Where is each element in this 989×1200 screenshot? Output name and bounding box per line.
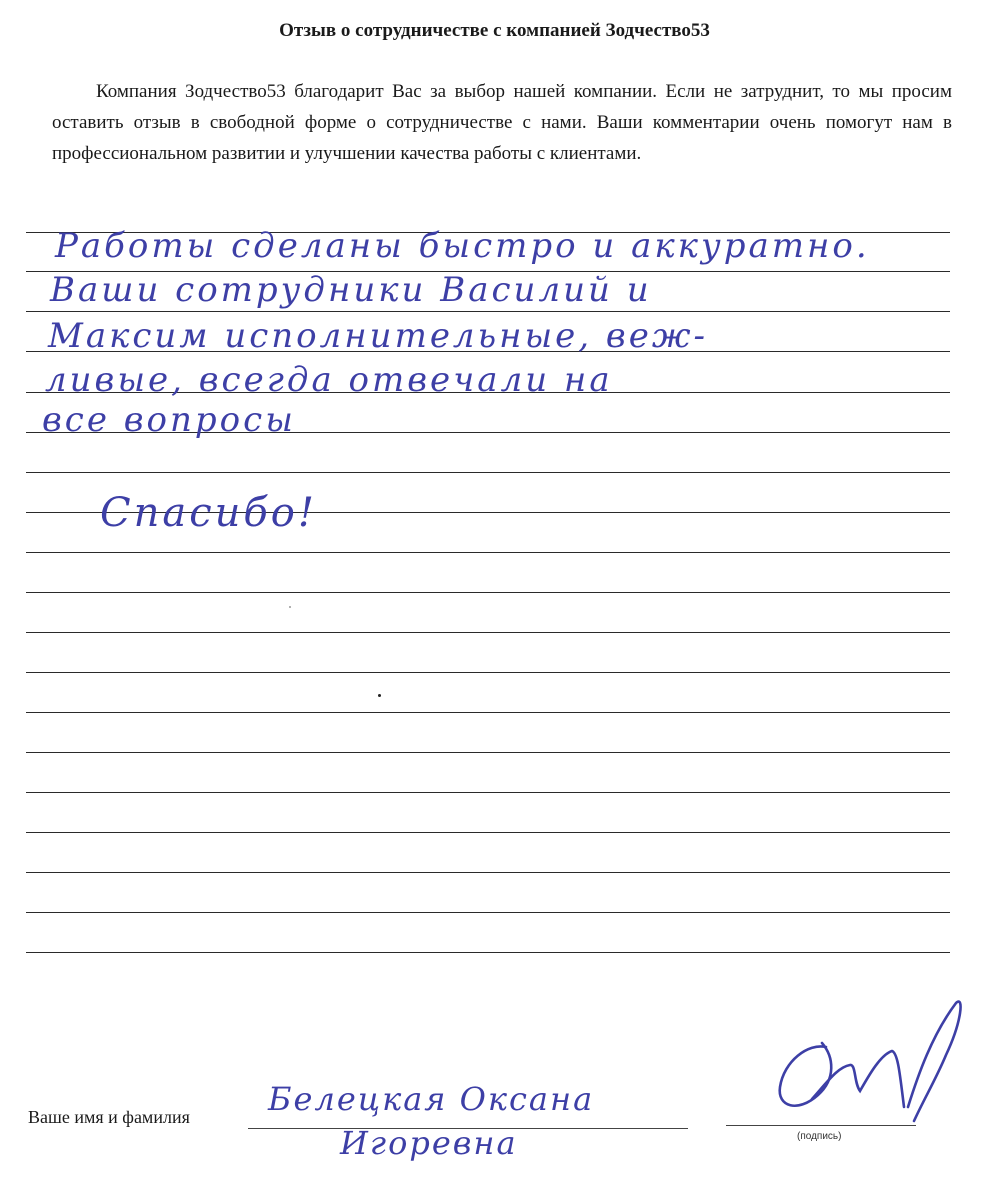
document-title: Отзыв о сотрудничестве с компанией Зодчество53 xyxy=(279,20,710,41)
ruled-line xyxy=(26,952,950,953)
ink-dot xyxy=(289,606,291,608)
ruled-line xyxy=(26,311,950,312)
handwritten-patronymic: Игоревна xyxy=(340,1124,518,1162)
handwritten-line: Максим исполнительные, веж- xyxy=(48,316,708,356)
ruled-line xyxy=(26,792,950,793)
ruled-line xyxy=(26,872,950,873)
ruled-line xyxy=(26,752,950,753)
ruled-line xyxy=(26,712,950,713)
handwritten-line: Ваши сотрудники Василий и xyxy=(50,270,652,310)
ruled-line xyxy=(26,832,950,833)
ruled-line xyxy=(26,472,950,473)
handwritten-thanks: Спасибо! xyxy=(100,490,317,536)
ruled-line xyxy=(26,552,950,553)
handwritten-line: Работы сделаны быстро и аккуратно. xyxy=(55,226,870,266)
intro-paragraph: Компания Зодчество53 благодарит Вас за выбор нашей компании. Если не затруднит, то мы просим оставить отзыв в свободной форме о сотрудничестве с нами. Ваши комментарии очень помогут нам в профессиональном развитии и улучшении качества работы с клиентами. xyxy=(52,81,952,164)
handwritten-name: Белецкая Оксана xyxy=(268,1080,595,1118)
name-label: Ваше имя и фамилия xyxy=(28,1107,190,1127)
ruled-line xyxy=(26,672,950,673)
handwritten-line: ливые, всегда отвечали на xyxy=(45,360,613,400)
ink-dot xyxy=(378,694,381,697)
handwritten-line: все вопросы xyxy=(42,400,296,440)
ruled-line xyxy=(26,592,950,593)
signature-underline xyxy=(726,1125,916,1126)
ruled-line xyxy=(26,632,950,633)
signature-label: (подпись) xyxy=(797,1131,842,1142)
signature-image xyxy=(768,995,968,1130)
ruled-line xyxy=(26,912,950,913)
